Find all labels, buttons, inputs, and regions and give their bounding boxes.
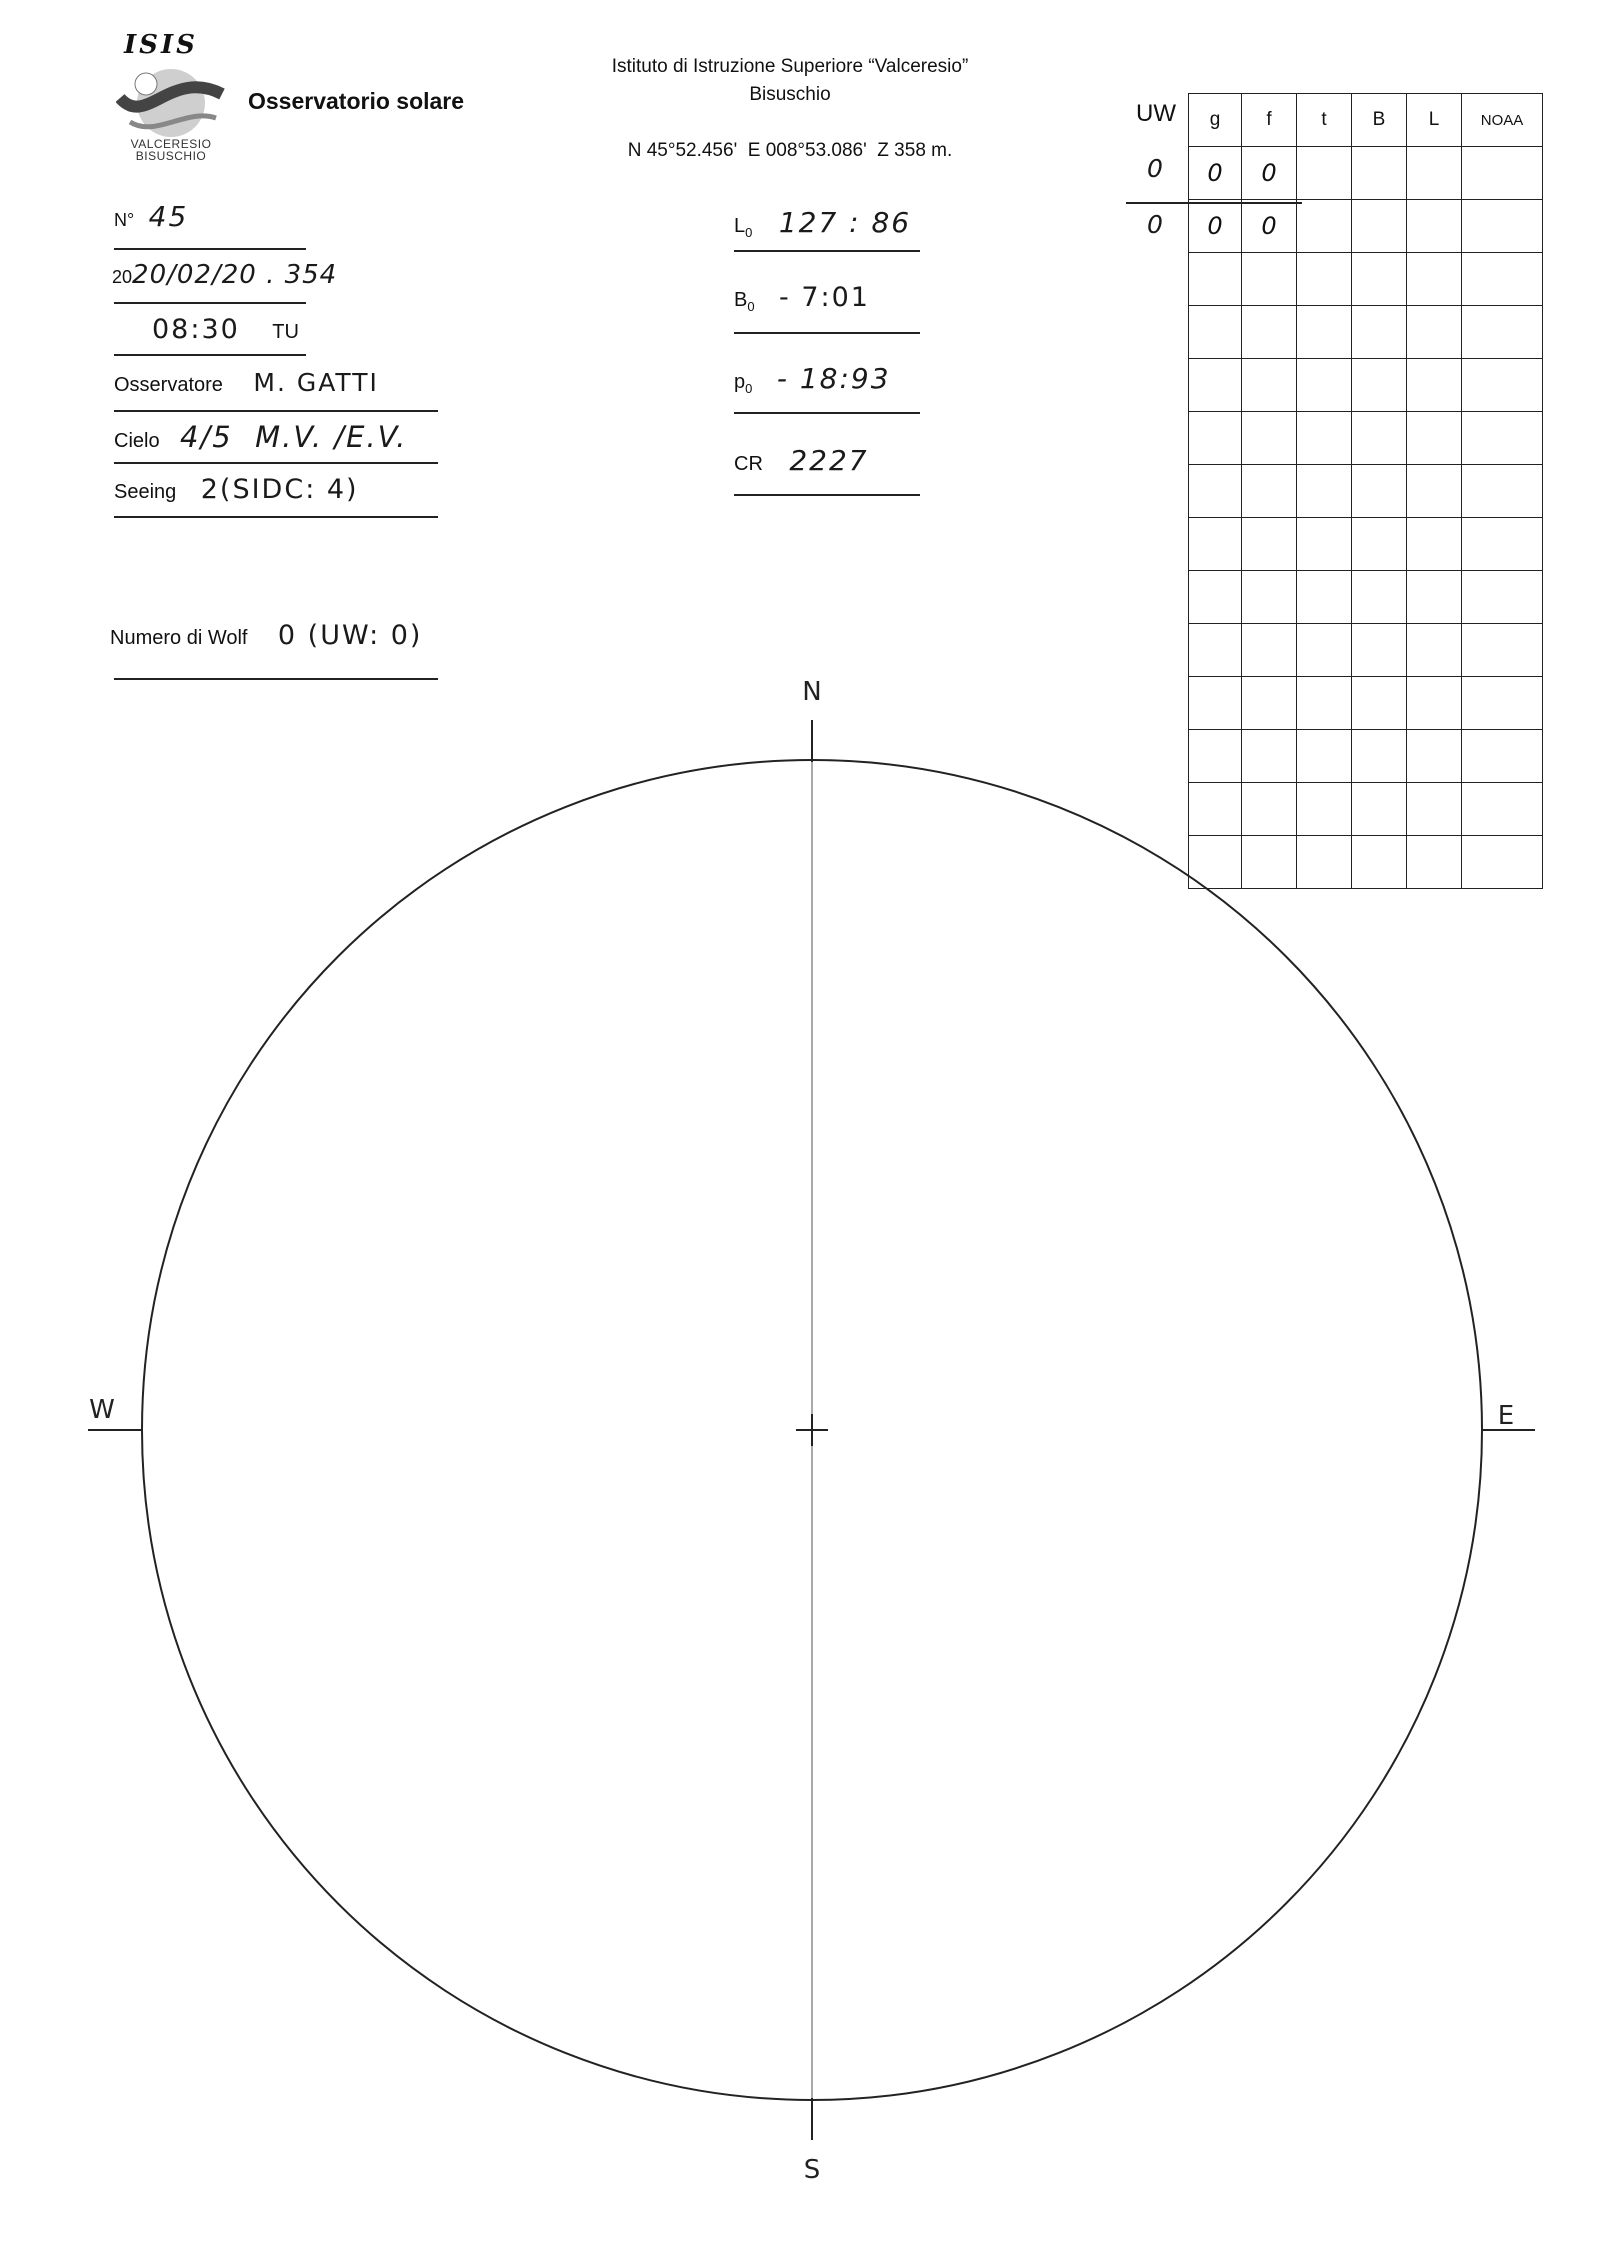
wolf-label: Numero di Wolf (110, 627, 248, 649)
p0-value: - 18:93 (776, 362, 891, 395)
observer-label: Osservatore (114, 374, 223, 396)
b0-label: $B_0$ (734, 289, 755, 314)
cr-value: 2227 (789, 444, 869, 477)
time-unit: TU (272, 321, 299, 343)
table-header-cell: f (1242, 94, 1297, 147)
sky-value: 4/5 M.V. /E.V. (180, 420, 408, 454)
south-label: S (803, 2155, 821, 2185)
table-header-cell: g (1189, 94, 1242, 147)
uw-label: UW (1136, 100, 1176, 127)
date-prefix: 20 (112, 267, 133, 287)
logo-title: Osservatorio solare (248, 88, 465, 114)
observer-value: M. GATTI (253, 368, 379, 397)
east-label: E (1497, 1401, 1515, 1431)
date-value: 20/02/20 . 354 (132, 260, 338, 290)
uw-value-1: 0 (1147, 154, 1165, 183)
l0-label: $L_0$ (734, 215, 753, 240)
west-label: W (89, 1395, 115, 1425)
table-header-cell: B (1352, 94, 1407, 147)
b0-value: - 7:01 (779, 282, 870, 313)
cr-label: CR (734, 453, 763, 475)
uw-value-2: 0 (1147, 210, 1165, 239)
table-cell: 0 (1189, 200, 1242, 253)
wolf-value: 0 (UW: 0) (277, 620, 423, 651)
table-header-cell: t (1297, 94, 1352, 147)
table-header-cell: L (1407, 94, 1462, 147)
north-label: N (802, 677, 822, 707)
solar-disk (88, 720, 1535, 2140)
number-value: 45 (148, 200, 189, 233)
seeing-label: Seeing (114, 481, 177, 503)
time-value: 08:30 (152, 314, 240, 345)
number-label: N° (114, 210, 135, 230)
logo-line1: VALCERESIO (130, 137, 212, 151)
table-cell: 0 (1189, 147, 1242, 200)
l0-value: 127 : 86 (778, 206, 912, 239)
table-cell: 0 (1242, 147, 1297, 200)
p0-label: $p_0$ (734, 371, 753, 396)
seeing-value: 2(SIDC: 4) (200, 474, 359, 505)
observatory-coordinates: N 45°52.456' E 008°53.086' Z 358 m. (627, 140, 953, 161)
table-cell: 0 (1242, 200, 1297, 253)
logo-script: ISIS (124, 30, 198, 60)
logo-line2: BISUSCHIO (135, 149, 207, 163)
table-header-cell: NOAA (1462, 94, 1543, 147)
sky-label: Cielo (114, 430, 160, 452)
institute-town: Bisuschio (749, 84, 831, 105)
institute-name: Istituto di Istruzione Superiore “Valceresio” (611, 56, 969, 77)
